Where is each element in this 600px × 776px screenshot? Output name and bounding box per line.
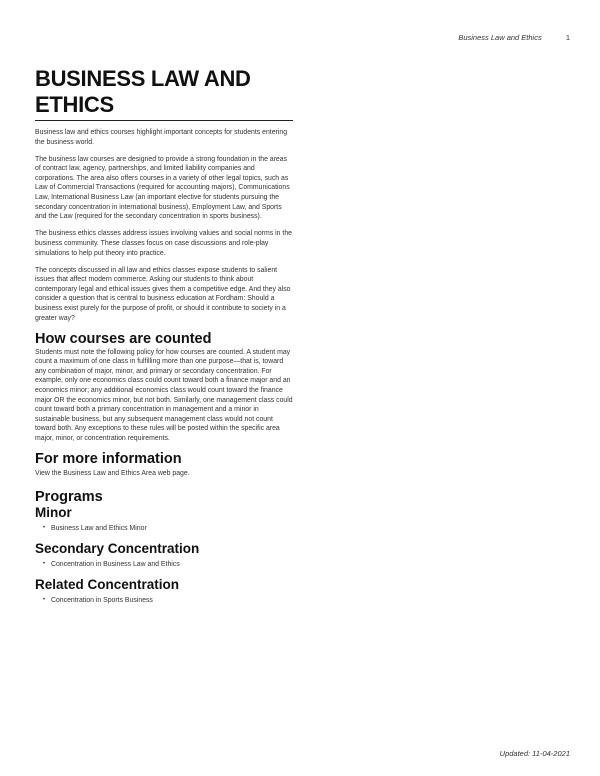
updated-footer: Updated: 11-04-2021 (499, 749, 570, 758)
page-number: 1 (565, 33, 570, 42)
related-heading: Related Concentration (35, 576, 180, 592)
more-info-section (35, 451, 293, 479)
minor-block (35, 505, 293, 533)
how-courses-text: Students must note the following policy for how courses are counted. A student may count a maximum of one class in fulfilling more than one purpose—that is, toward any combination of major, minor, and primary or secondary concentration. For example, only one economics class could count toward both a finance major and an economics minor; any additional economics class would count toward the finance major OR the economics minor, but not both. Similarly, one management class could count toward both a primary concentration in management and a minor in sustainable business, but any subsequent management class would not count toward both. Any exceptions to these rules will be posted within the specific area major, minor, or concentration requirements. (35, 348, 293, 443)
main-content (35, 66, 293, 605)
intro-paragraph: Business law and ethics courses highlight important concepts for students entering the business world. (35, 129, 288, 146)
programs-heading: Programs (35, 488, 103, 505)
related-block (35, 577, 293, 605)
program-link[interactable]: • Business Law and Ethics Minor (43, 524, 293, 533)
secondary-block (35, 541, 293, 569)
related-list (35, 596, 293, 605)
ethics-paragraph: The business ethics classes address issues involving values and social norms in the business community. These classes focus on case discussions and role-play simulations to help put theory into practice. (35, 230, 292, 257)
page-title: BUSINESS LAW AND ETHICS (35, 66, 293, 121)
minor-list (35, 524, 293, 533)
running-header (458, 33, 570, 42)
concepts-paragraph: The concepts discussed in all law and ethics classes expose students to salient issues that affect modern commerce. Asking our students to think about contemporary legal and ethical issues gives them a competitive edge. And they also consider a question that is central to business education at Fordham: Should a business exist purely for the purpose of profit, or should it contribute to society in a greater way? (35, 266, 291, 322)
law-paragraph: The business law courses are designed to provide a strong foundation in the areas of contract law, agency, partnerships, and limited liability companies and corporations. The area also offers courses in a variety of other legal topics, such as Law of Commercial Transactions (required for accounting majors), Communications Law, International Business Law (an important elective for students pursuing the secondary concentration in international business), Employment Law, and Sports and the Law (required for the secondary concentration in sports business). (35, 155, 290, 221)
secondary-list (35, 560, 293, 569)
secondary-heading: Secondary Concentration (35, 540, 200, 556)
more-info-link[interactable]: View the Business Law and Ethics Area web page. (35, 470, 190, 478)
more-info-heading: For more information (35, 451, 182, 468)
minor-heading: Minor (35, 504, 72, 520)
how-courses-section (35, 331, 293, 444)
program-link[interactable]: • Concentration in Sports Business (43, 596, 293, 605)
running-title: Business Law and Ethics (458, 33, 542, 42)
program-link[interactable]: • Concentration in Business Law and Ethics (43, 560, 293, 569)
how-courses-heading: How courses are counted (35, 330, 212, 347)
programs-section (35, 489, 293, 605)
